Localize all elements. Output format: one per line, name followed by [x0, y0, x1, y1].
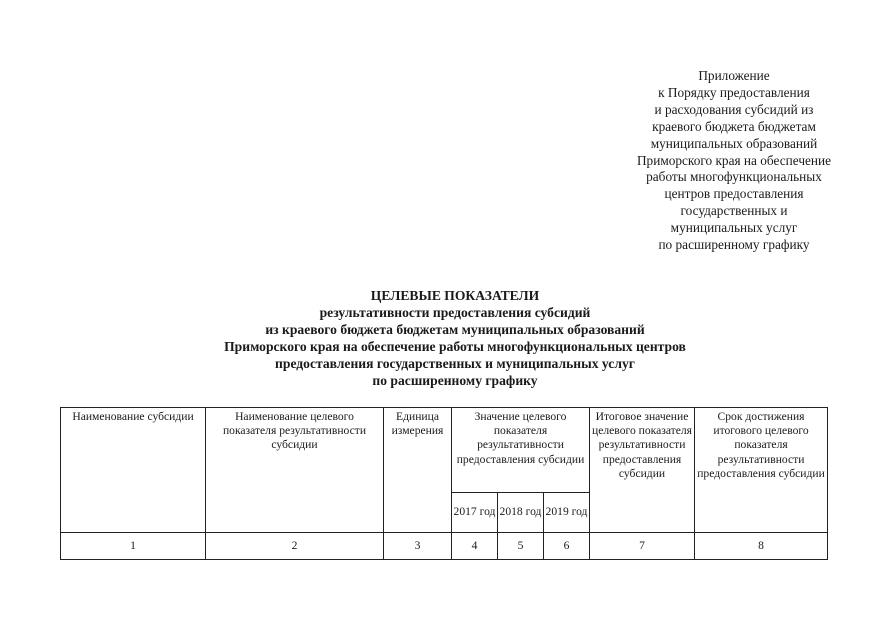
appendix-line: работы многофункциональных [646, 169, 822, 185]
title-line: из краевого бюджета бюджетам муниципальных образований [265, 322, 645, 337]
header-year-2017: 2017 год [452, 493, 498, 533]
indicators-table [60, 407, 828, 560]
appendix-line: к Порядку предоставления [658, 84, 810, 100]
appendix-line: муниципальных образований [650, 135, 818, 151]
appendix-line: Приложение [698, 68, 770, 83]
document-title [130, 287, 780, 389]
column-number: 1 [61, 533, 206, 560]
header-deadline: Срок достижения итогового целевого показателя результативности предоставления субсидии [695, 408, 828, 533]
header-final-value: Итоговое значение целевого показателя результативности предоставления субсидии [590, 408, 695, 533]
header-target-value: Значение целевого показателя результативности предоставления субсидии [452, 408, 590, 493]
header-year-2019: 2019 год [544, 493, 590, 533]
title-line: Приморского края на обеспечение работы многофункциональных центров [224, 339, 686, 354]
column-number: 3 [384, 533, 452, 560]
header-indicator-name: Наименование целевого показателя результативности субсидии [206, 408, 384, 533]
title-line: по расширенному графику [372, 373, 538, 388]
title-line: предоставления государственных и муниципальных услуг [275, 356, 635, 371]
appendix-line: государственных и [680, 203, 788, 219]
header-year-2018: 2018 год [498, 493, 544, 533]
header-subsidy-name: Наименование субсидии [61, 408, 206, 533]
column-number: 6 [544, 533, 590, 560]
appendix-line: краевого бюджета бюджетам [652, 118, 816, 134]
appendix-line: муниципальных услуг [670, 220, 798, 236]
title-line: ЦЕЛЕВЫЕ ПОКАЗАТЕЛИ [370, 288, 540, 303]
header-unit: Единица измерения [384, 408, 452, 533]
column-number: 2 [206, 533, 384, 560]
appendix-line: Приморского края на обеспечение [636, 152, 832, 168]
column-number: 8 [695, 533, 828, 560]
column-number: 5 [498, 533, 544, 560]
appendix-line: и расходования субсидий из [654, 101, 814, 117]
appendix-line: по расширенному графику [658, 237, 810, 253]
appendix-line: центров предоставления [664, 186, 804, 202]
appendix-note [612, 68, 856, 254]
title-line: результативности предоставления субсидий [319, 305, 591, 320]
column-number: 7 [590, 533, 695, 560]
column-number: 4 [452, 533, 498, 560]
